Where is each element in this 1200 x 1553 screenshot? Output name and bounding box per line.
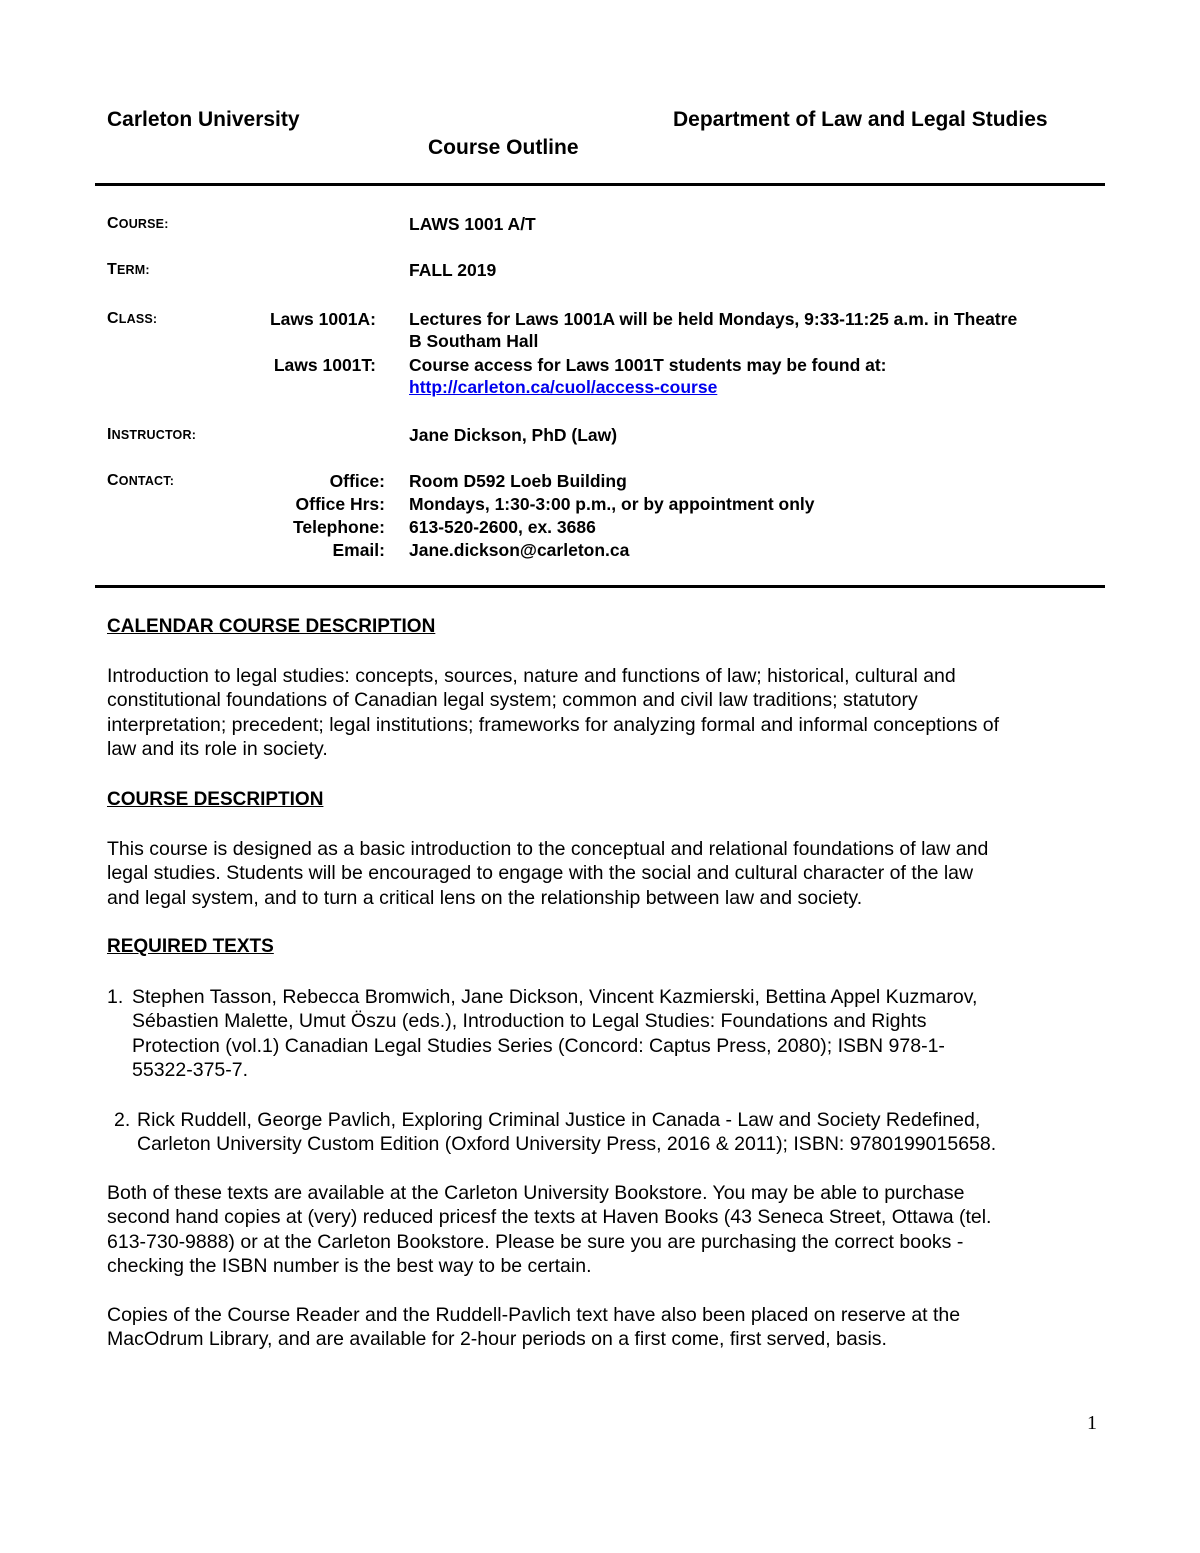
course-label: COURSE: (107, 215, 169, 232)
contact-label: CONTACT: (107, 472, 175, 489)
required-text-2: Rick Ruddell, George Pavlich, Exploring Criminal Justice in Canada - Law and Society Redefined, Carleton University Custom Edition (Oxford University Press, 2016 & 2011); ISBN: 9780199015658. (137, 1109, 997, 1156)
course-access-link[interactable]: http://carleton.ca/cuol/access-course (409, 377, 718, 397)
office-value: Room D592 Loeb Building (409, 471, 627, 491)
office-hours-label: Office Hrs: (295, 494, 385, 514)
required-texts-heading: REQUIRED TEXTS (107, 936, 274, 957)
instructor-value: Jane Dickson, PhD (Law) (409, 425, 618, 445)
class-a-line2: B Southam Hall (409, 331, 539, 351)
email-value: Jane.dickson@carleton.ca (409, 540, 630, 560)
info-divider (95, 585, 1105, 588)
page-number: 1 (1087, 1412, 1097, 1434)
required-text-2-number: 2. (114, 1109, 131, 1131)
university-name: Carleton University (107, 108, 300, 131)
telephone-label: Telephone: (292, 517, 385, 537)
class-a-label: Laws 1001A: (269, 309, 376, 329)
term-label: TERM: (107, 261, 150, 278)
course-value: LAWS 1001 A/T (409, 214, 536, 234)
calendar-description-heading: CALENDAR COURSE DESCRIPTION (107, 616, 436, 637)
course-description-heading: COURSE DESCRIPTION (107, 789, 324, 810)
telephone-value: 613-520-2600, ex. 3686 (409, 517, 596, 537)
calendar-description-text: Introduction to legal studies: concepts, sources, nature and functions of law; historical, cultural and constitutional foundations of Canadian legal system; common and civil law traditions; statutory interpretation; precedent; legal institutions; frameworks for analyzing formal and informal conceptions of law and its role in society. (107, 665, 1000, 760)
required-text-1: Stephen Tasson, Rebecca Bromwich, Jane Dickson, Vincent Kazmierski, Bettina Appel Kuzmarov, Sébastien Malette, Umut Öszu (eds.), Introduction to Legal Studies: Foundations and Rights Protection (vol.1) Canadian Legal Studies Series (Concord: Captus Press, 2080); ISBN 978-1- 55322-375-7. (132, 986, 978, 1081)
bookstore-paragraph: Both of these texts are available at the Carleton University Bookstore. You may be able to purchase second hand copies at (very) reduced pricesf the texts at Haven Books (43 Seneca Street, Ottawa (tel. 613-730-9888) or at the Carleton Bookstore. Please be sure you are purchasing the correct books - checking the ISBN number is the best way to be certain. (107, 1182, 992, 1277)
document-title: Course Outline (428, 136, 579, 159)
class-label: CLASS: (107, 310, 158, 327)
instructor-label: INSTRUCTOR: (107, 426, 197, 443)
class-a-line1: Lectures for Laws 1001A will be held Mondays, 9:33-11:25 a.m. in Theatre (409, 309, 1018, 329)
class-t-line1: Course access for Laws 1001T students may be found at: (409, 355, 887, 375)
department-name: Department of Law and Legal Studies (673, 108, 1048, 131)
header-divider (95, 183, 1105, 186)
required-text-1-number: 1. (107, 986, 124, 1008)
term-value: FALL 2019 (409, 260, 497, 280)
email-label: Email: (332, 540, 385, 560)
office-hours-value: Mondays, 1:30-3:00 p.m., or by appointment only (409, 494, 815, 514)
course-description-text: This course is designed as a basic introduction to the conceptual and relational foundations of law and legal studies. Students will be encouraged to engage with the social and cultural character of the law and legal system, and to turn a critical lens on the relationship between law and society. (107, 838, 989, 909)
reserve-paragraph: Copies of the Course Reader and the Ruddell-Pavlich text have also been placed on reserve at the MacOdrum Library, and are available for 2-hour periods on a first come, first served, basis. (107, 1304, 961, 1351)
class-t-label: Laws 1001T: (273, 355, 376, 375)
office-label: Office: (329, 471, 385, 491)
